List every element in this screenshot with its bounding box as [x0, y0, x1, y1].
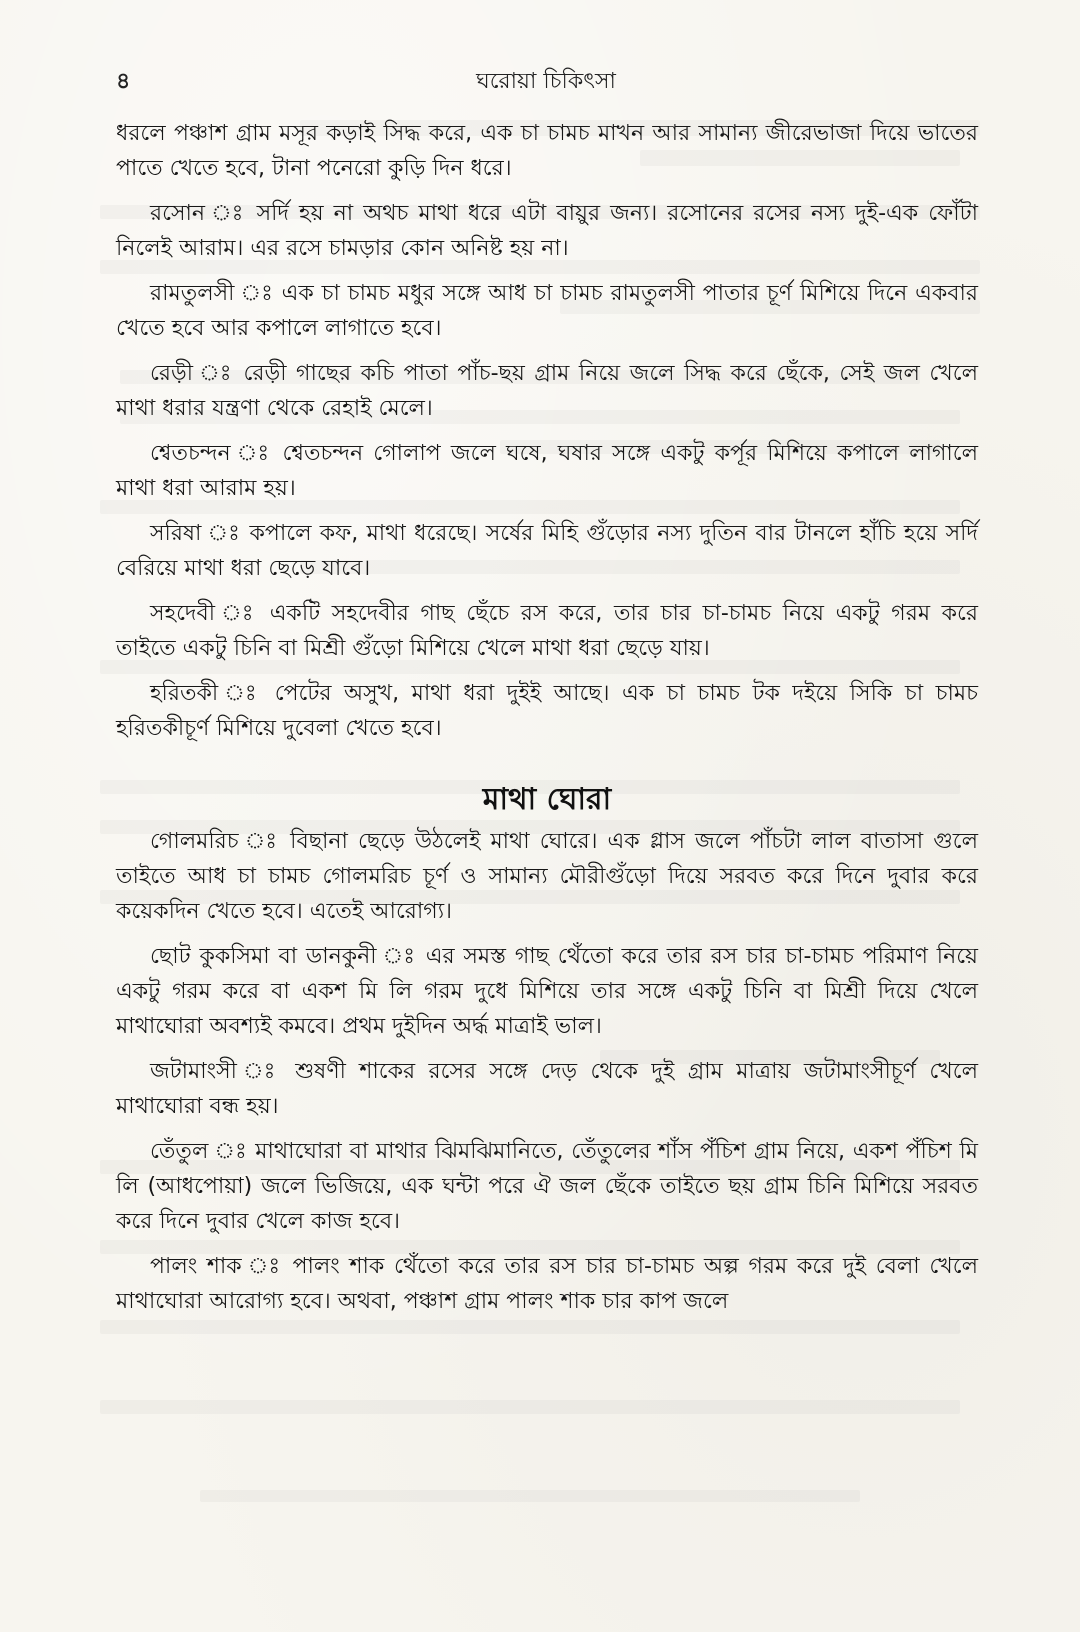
running-title: ঘরোয়া চিকিৎসা — [476, 69, 616, 94]
remedy-term: রেড়ী ঃ — [150, 361, 234, 386]
remedy-entry — [116, 676, 978, 746]
remedy-text: রেড়ী গাছের কচি পাতা পাঁচ-ছয় গ্রাম নিয়ে জলে সিদ্ধ করে ছেঁকে, সেই জল খেলে মাথা ধরার যন্ত্রণা থেকে রেহাই মেলে। — [116, 361, 978, 421]
show-through-mark — [200, 1490, 860, 1502]
remedy-text: পেটের অসুখ, মাথা ধরা দুইই আছে। এক চা চামচ টক দইয়ে সিকি চা চামচ হরিতকীচূর্ণ মিশিয়ে দুবেলা খেতে হবে। — [116, 681, 978, 741]
remedy-entry — [116, 516, 978, 586]
page-number: ৪ — [116, 69, 131, 94]
remedy-term: পালং শাক ঃ — [150, 1254, 283, 1279]
remedy-text: পালং শাক থেঁতো করে তার রস চার চা-চামচ অল্প গরম করে দুই বেলা খেলে মাথাঘোরা আরোগ্য হবে। অথবা, পঞ্চাশ গ্রাম পালং শাক চার কাপ জলে — [116, 1254, 978, 1314]
remedy-text: এর সমস্ত গাছ থেঁতো করে তার রস চার চা-চামচ পরিমাণ নিয়ে একটু গরম করে বা একশ মি লি গরম দুধে মিশিয়ে তার সঙ্গে একটু চিনি বা মিশ্রী দিয়ে খেলে মাথাঘোরা অবশ্যই কমবে। প্রথম দুইদিন অর্দ্ধ মাত্রাই ভাল। — [116, 944, 979, 1039]
page-body — [116, 116, 978, 1329]
remedy-term: ছোট কুকসিমা বা ডানকুনী ঃ — [150, 944, 417, 969]
remedy-entry — [116, 436, 978, 506]
remedy-entry — [116, 824, 978, 929]
remedy-term: জটামাংসী ঃ — [150, 1059, 282, 1084]
remedy-entry — [116, 1054, 978, 1124]
remedy-entry — [116, 596, 978, 666]
remedy-entry — [116, 276, 978, 346]
remedy-entry — [116, 196, 978, 266]
remedy-text: একটি সহদেবীর গাছ ছেঁচে রস করে, তার চার চা-চামচ নিয়ে একটু গরম করে তাইতে একটু চিনি বা মিশ্রী গুঁড়ো মিশিয়ে খেলে মাথা ধরা ছেড়ে যায়। — [116, 601, 978, 661]
remedy-term: সহদেবী ঃ — [150, 601, 259, 626]
show-through-mark — [100, 1400, 960, 1414]
remedy-term: সরিষা ঃ — [150, 521, 242, 546]
remedy-term: রামতুলসী ঃ — [150, 281, 274, 306]
page-header — [116, 64, 976, 98]
remedy-entry — [116, 939, 978, 1044]
section-heading: মাথা ঘোরা — [482, 782, 612, 817]
remedy-term: গোলমরিচ ঃ — [150, 829, 281, 854]
remedy-text: কপালে কফ, মাথা ধরেছে। সর্ষের মিহি গুঁড়োর নস্য দুতিন বার টানলে হাঁচি হয়ে সর্দি বেরিয়ে মাথা ধরা ছেড়ে যাবে। — [116, 521, 978, 581]
remedy-term: শ্বেতচন্দন ঃ — [150, 441, 273, 466]
remedy-text: মাথাঘোরা বা মাথার ঝিমঝিমানিতে, তেঁতুলের শাঁস পঁচিশ গ্রাম নিয়ে, একশ পঁচিশ মি লি (আধপোয়া) জলে ভিজিয়ে, এক ঘন্টা পরে ঐ জল ছেঁকে তাইতে ছয় গ্রাম চিনি মিশিয়ে সরবত করে দিনে দুবার খেলে কাজ হবে। — [116, 1139, 978, 1234]
remedy-text: শুষণী শাকের রসের সঙ্গে দেড় থেকে দুই গ্রাম মাত্রায় জটামাংসীচূর্ণ খেলে মাথাঘোরা বন্ধ হয়। — [116, 1059, 978, 1119]
remedy-entry — [116, 1249, 978, 1319]
remedy-term: হরিতকী ঃ — [150, 681, 263, 706]
remedy-entry — [116, 1134, 978, 1239]
remedy-term: তেঁতুল ঃ — [150, 1139, 248, 1164]
remedy-text: সর্দি হয় না অথচ মাথা ধরে এটা বায়ুর জন্য। রসোনের রসের নস্য দুই-এক ফোঁটা নিলেই আরাম। এর রসে চামড়ার কোন অনিষ্ট হয় না। — [116, 201, 978, 261]
remedy-text: বিছানা ছেড়ে উঠলেই মাথা ঘোরে। এক গ্লাস জলে পাঁচটা লাল বাতাসা গুলে তাইতে আধ চা চামচ গোলমরিচ চূর্ণ ও সামান্য মৌরীগুঁড়ো দিয়ে সরবত করে দিনে দুবার করে কয়েকদিন খেতে হবে। এতেই আরোগ্য। — [116, 829, 978, 924]
remedy-term: রসোন ঃ — [150, 201, 247, 226]
intro-paragraph: ধরলে পঞ্চাশ গ্রাম মসূর কড়াই সিদ্ধ করে, এক চা চামচ মাখন আর সামান্য জীরেভাজা দিয়ে ভাতের পাতে খেতে হবে, টানা পনেরো কুড়ি দিন ধরে। — [116, 121, 978, 181]
remedy-entry — [116, 356, 978, 426]
remedy-text: এক চা চামচ মধুর সঙ্গে আধ চা চামচ রামতুলসী পাতার চূর্ণ মিশিয়ে দিনে একবার খেতে হবে আর কপালে লাগাতে হবে। — [116, 281, 978, 341]
remedy-text: শ্বেতচন্দন গোলাপ জলে ঘষে, ঘষার সঙ্গে একটু কর্পূর মিশিয়ে কপালে লাগালে মাথা ধরা আরাম হয়। — [116, 441, 978, 501]
